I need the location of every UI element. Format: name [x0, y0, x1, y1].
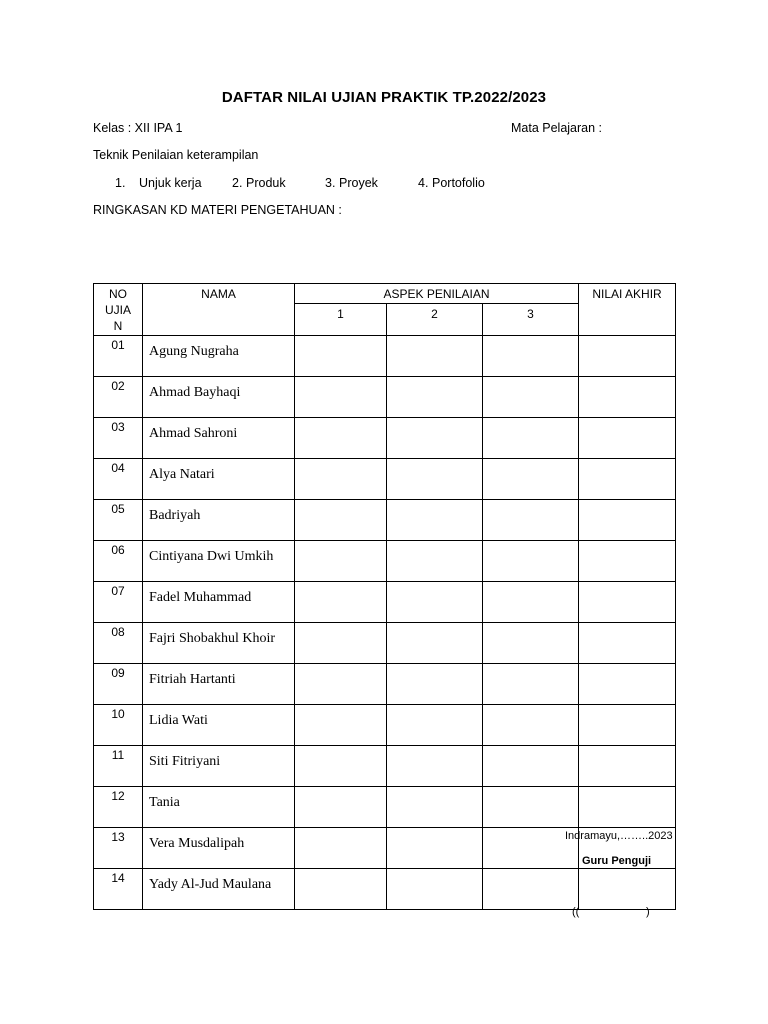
option-number: 4. [418, 176, 429, 190]
student-name: Fitriah Hartanti [143, 664, 295, 705]
table-row [94, 582, 676, 623]
score-table [93, 283, 676, 910]
score-cell[interactable] [295, 582, 387, 623]
final-score-cell[interactable] [579, 336, 676, 377]
student-name: Fadel Muhammad [143, 582, 295, 623]
score-cell[interactable] [295, 336, 387, 377]
student-name: Vera Musdalipah [143, 828, 295, 869]
score-cell[interactable] [387, 459, 483, 500]
option-number: 3. [325, 176, 336, 190]
exam-number: 13 [94, 828, 143, 869]
exam-number: 08 [94, 623, 143, 664]
place-date: Indramayu,……..2023 [565, 830, 673, 842]
score-cell[interactable] [483, 459, 579, 500]
student-name: Agung Nugraha [143, 336, 295, 377]
table-row [94, 459, 676, 500]
score-cell[interactable] [295, 869, 387, 910]
exam-number: 01 [94, 336, 143, 377]
score-cell[interactable] [483, 541, 579, 582]
header-nilai-akhir: NILAI AKHIR [579, 284, 676, 336]
technique-label: Teknik Penilaian keterampilan [93, 148, 259, 162]
table-row [94, 787, 676, 828]
subject-label: Mata Pelajaran : [511, 121, 603, 135]
score-cell[interactable] [387, 705, 483, 746]
student-name: Yady Al-Jud Maulana [143, 869, 295, 910]
score-cell[interactable] [483, 582, 579, 623]
student-name: Siti Fitriyani [143, 746, 295, 787]
score-cell[interactable] [483, 623, 579, 664]
student-name: Cintiyana Dwi Umkih [143, 541, 295, 582]
score-cell[interactable] [387, 582, 483, 623]
score-cell[interactable] [483, 500, 579, 541]
score-cell[interactable] [295, 459, 387, 500]
header-aspek-2: 2 [387, 303, 483, 335]
exam-number: 12 [94, 787, 143, 828]
score-cell[interactable] [387, 828, 483, 869]
table-row [94, 500, 676, 541]
score-cell[interactable] [295, 705, 387, 746]
final-score-cell[interactable] [579, 623, 676, 664]
score-cell[interactable] [483, 705, 579, 746]
option-label: Proyek [339, 176, 378, 190]
header-no-line: N [113, 319, 123, 333]
student-name: Ahmad Sahroni [143, 418, 295, 459]
final-score-cell[interactable] [579, 377, 676, 418]
exam-number: 10 [94, 705, 143, 746]
student-name: Alya Natari [143, 459, 295, 500]
exam-number: 07 [94, 582, 143, 623]
table-row [94, 336, 676, 377]
student-name: Fajri Shobakhul Khoir [143, 623, 295, 664]
signature-open: (( [572, 906, 580, 918]
table-row [94, 541, 676, 582]
score-cell[interactable] [295, 746, 387, 787]
student-name: Ahmad Bayhaqi [143, 377, 295, 418]
table-row [94, 869, 676, 910]
examiner-role: Guru Penguji [582, 855, 652, 867]
score-cell[interactable] [295, 828, 387, 869]
exam-number: 14 [94, 869, 143, 910]
final-score-cell[interactable] [579, 500, 676, 541]
option-number: 1. [115, 176, 126, 190]
student-name: Badriyah [143, 500, 295, 541]
table-row [94, 418, 676, 459]
score-cell[interactable] [483, 746, 579, 787]
score-cell[interactable] [483, 787, 579, 828]
signature-close: ) [646, 906, 650, 918]
score-cell[interactable] [387, 787, 483, 828]
table-row [94, 664, 676, 705]
score-cell[interactable] [295, 377, 387, 418]
final-score-cell[interactable] [579, 869, 676, 910]
score-cell[interactable] [387, 541, 483, 582]
table-row [94, 623, 676, 664]
exam-number: 05 [94, 500, 143, 541]
exam-number: 11 [94, 746, 143, 787]
final-score-cell[interactable] [579, 541, 676, 582]
header-aspek: ASPEK PENILAIAN [295, 284, 579, 304]
option-label: Unjuk kerja [139, 176, 202, 190]
score-cell[interactable] [295, 500, 387, 541]
student-name: Lidia Wati [143, 705, 295, 746]
score-cell[interactable] [387, 336, 483, 377]
header-no-line: NO [109, 287, 127, 301]
score-cell[interactable] [295, 664, 387, 705]
header-aspek-3: 3 [483, 303, 579, 335]
header-no-line: UJIA [104, 303, 131, 317]
score-cell[interactable] [483, 869, 579, 910]
final-score-cell[interactable] [579, 459, 676, 500]
score-cell[interactable] [295, 787, 387, 828]
score-cell[interactable] [387, 418, 483, 459]
final-score-cell[interactable] [579, 746, 676, 787]
final-score-cell[interactable] [579, 787, 676, 828]
final-score-cell[interactable] [579, 418, 676, 459]
document-title: DAFTAR NILAI UJIAN PRAKTIK TP.2022/2023 [221, 89, 547, 106]
score-cell[interactable] [387, 500, 483, 541]
score-cell[interactable] [295, 541, 387, 582]
header-no [94, 284, 143, 336]
kd-summary-label: RINGKASAN KD MATERI PENGETAHUAN : [93, 203, 342, 217]
final-score-cell[interactable] [579, 705, 676, 746]
header-nama: NAMA [143, 284, 295, 336]
option-number: 2. [232, 176, 243, 190]
score-cell[interactable] [387, 377, 483, 418]
score-cell[interactable] [295, 623, 387, 664]
table-row [94, 377, 676, 418]
final-score-cell[interactable] [579, 582, 676, 623]
score-cell[interactable] [483, 377, 579, 418]
score-cell[interactable] [295, 418, 387, 459]
exam-number: 04 [94, 459, 143, 500]
student-name: Tania [143, 787, 295, 828]
final-score-cell[interactable] [579, 664, 676, 705]
header-aspek-1: 1 [295, 303, 387, 335]
exam-number: 02 [94, 377, 143, 418]
exam-number: 09 [94, 664, 143, 705]
table-row [94, 705, 676, 746]
score-cell[interactable] [387, 664, 483, 705]
option-label: Portofolio [432, 176, 485, 190]
score-cell[interactable] [483, 336, 579, 377]
score-cell[interactable] [483, 418, 579, 459]
score-cell[interactable] [387, 746, 483, 787]
score-cell[interactable] [387, 869, 483, 910]
score-cell[interactable] [387, 623, 483, 664]
exam-number: 03 [94, 418, 143, 459]
class-label: Kelas : XII IPA 1 [93, 121, 183, 135]
score-cell[interactable] [483, 664, 579, 705]
table-row [94, 746, 676, 787]
option-label: Produk [246, 176, 286, 190]
exam-number: 06 [94, 541, 143, 582]
